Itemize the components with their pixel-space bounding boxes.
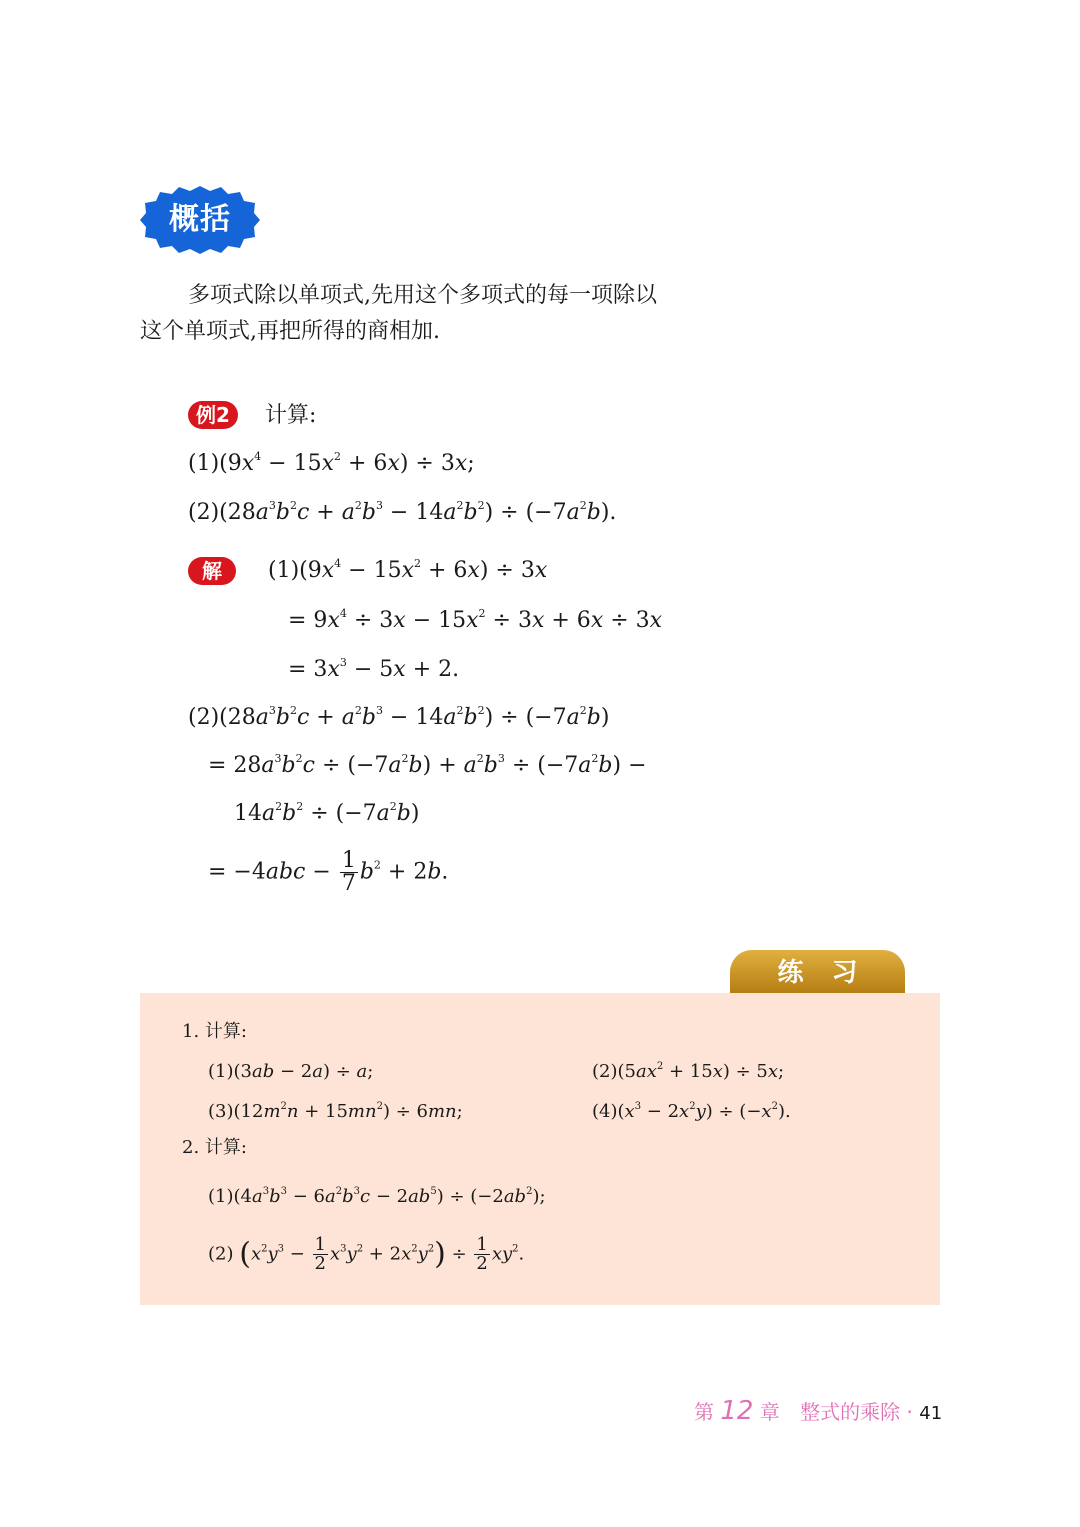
exercise-q1-1: (1)(3ab − 2a) ÷ a; [208, 1061, 374, 1082]
exercise-q2-1: $(1)(4a^3b^3 - 6a^2b^3c - 2ab^5) \div (-2ab^2)$; [208, 1186, 546, 1207]
solution-1-line1: $(1)(9x^4 - 15x^2 + 6x) \div 3x$ [268, 557, 548, 583]
footer-chapter-number: 12 [720, 1396, 754, 1426]
footer-chapter-suffix: 章 [759, 1400, 780, 1424]
footer-chapter-title: 整式的乘除 · [800, 1400, 913, 1424]
example-header [188, 398, 316, 434]
solution-1-line3: = $3x^3 - 5x + 2$. [288, 656, 460, 682]
example-badge: 例2 [188, 401, 238, 429]
page-footer [694, 1396, 942, 1426]
summary-text-line2: 这个单项式,再把所得的商相加. [140, 319, 440, 344]
summary-text-line1: 多项式除以单项式,先用这个多项式的每一项除以 [188, 283, 657, 308]
exercise-q1-label [182, 1020, 247, 1044]
exercise-q2-label-text: 2. 计算: [182, 1137, 247, 1158]
solution-2-line4: = −4abc − $\frac{1}{7}$ $b^2 + 2b$. [208, 848, 449, 896]
fraction-one-half-b: $\frac{1}{2}$ [476, 1234, 488, 1274]
solution-2-line3: $14a^2b^2 \div (-7a^2b)$ [234, 800, 420, 826]
solution-header [188, 557, 236, 585]
solution-2-line2: = $28a^3b^2c \div (-7a^2b) + a^2b^3 \div (-7a^2b)$ − [208, 752, 647, 778]
solution-2-line1: $(2)(28a^3b^2c + a^2b^3 - 14a^2b^2) \div (-7a^2b)$ [188, 704, 610, 730]
exercise-q1-3: $(3)(12m^2n + 15mn^2) \div 6mn$; [208, 1101, 463, 1122]
exercise-q1-4: $(4)(x^3 - 2x^2y) \div (-x^2)$. [592, 1101, 791, 1122]
exercise-q2-2: (2) ($x^2y^3$ − $\frac{1}{2}$ $x^3y^2 + 2x^2y^2$) ÷ $\frac{1}{2}$ $xy^2$. [208, 1234, 525, 1274]
fraction-one-half-a: $\frac{1}{2}$ [314, 1234, 326, 1274]
example-problem-1: $(1)(9x^4 - 15x^2 + 6x) \div 3x$; [188, 450, 475, 476]
summary-badge [140, 184, 260, 256]
example-problem-2: $(2)(28a^3b^2c + a^2b^3 - 14a^2b^2) \div (-7a^2b)$. [188, 499, 617, 525]
exercise-q1-2: $(2)(5ax^2 + 15x) \div 5x$; [592, 1061, 785, 1082]
footer-page-number: 41 [919, 1403, 943, 1424]
exercise-q2-label [182, 1136, 247, 1160]
solution-1-line2: = $9x^4 \div 3x - 15x^2 \div 3x + 6x \div 3x$ [288, 607, 663, 633]
fraction-one-seventh: $\frac{1}{7}$ [341, 848, 356, 896]
solution-badge: 解 [188, 557, 236, 585]
summary-badge-label: 概括 [169, 202, 231, 237]
exercise-tab: 练习 [730, 950, 905, 993]
example-prompt: 计算: [265, 403, 317, 428]
footer-chapter-prefix: 第 [694, 1400, 714, 1424]
exercise-q1-label-text: 1. 计算: [182, 1021, 247, 1042]
